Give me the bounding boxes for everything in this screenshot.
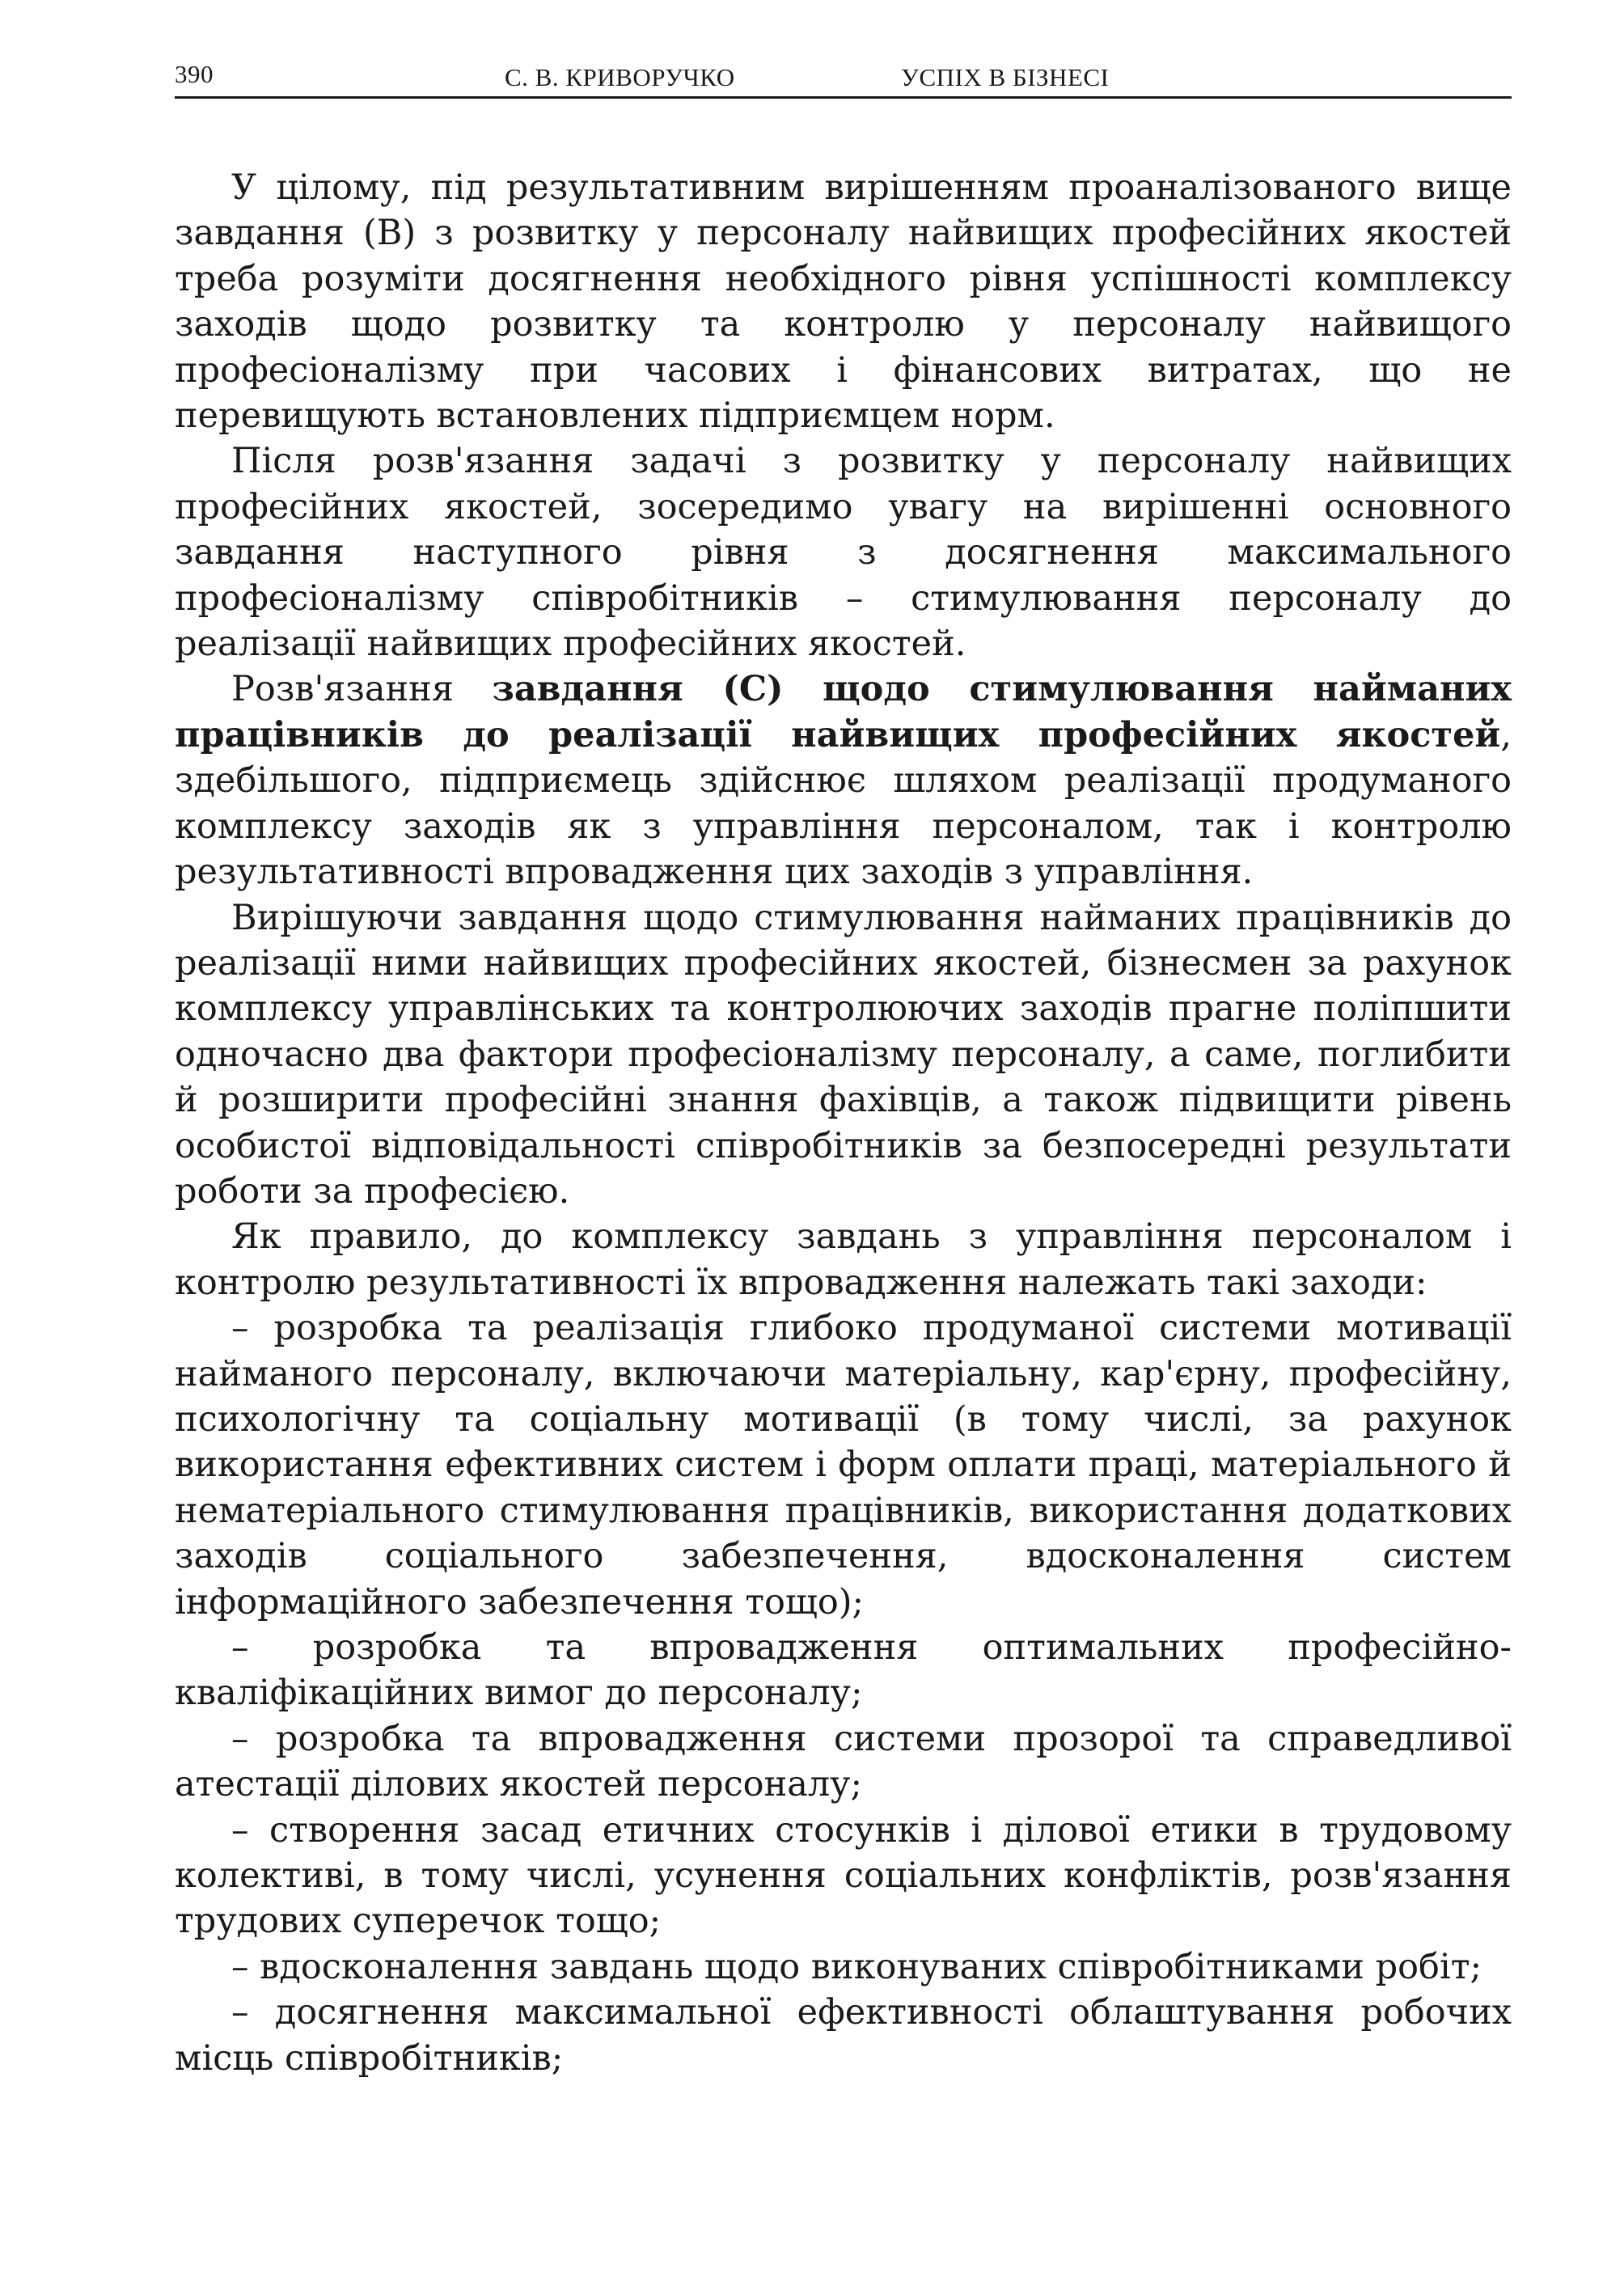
- list-item: – розробка та впровадження оптимальних професійно-кваліфікаційних вимог до персоналу;: [175, 1627, 1512, 1714]
- paragraph-lead: Розв'язання: [231, 669, 493, 710]
- header-rule: [175, 96, 1512, 99]
- paragraph: Як правило, до комплексу завдань з управління персоналом і контролю результативності їх впровадження належать такі заходи:: [175, 1216, 1512, 1303]
- book-title: УСПІХ В БІЗНЕСІ: [901, 63, 1110, 91]
- page-number: 390: [175, 60, 214, 88]
- paragraph-rest: , здебільшого, підприємець здійснює шляхом реалізації продуманого комплексу заходів як з управління персоналом, так і контролю результативності впровадження цих заходів з управління.: [175, 714, 1512, 893]
- list-item: – розробка та реалізація глибоко продуманої системи мотивації найманого персоналу, включаючи матеріальну, кар'єрну, професійну, психологічну та соціальну мотивації (в тому числі, за рахунок використання ефективних систем і форм оплати праці, матеріального й нематеріального стимулювання працівників, використання додаткових заходів соціального забезпечення, вдосконалення систем інформаційного забезпечення тощо);: [175, 1308, 1512, 1622]
- list-item: – розробка та впровадження системи прозорої та справедливої атестації ділових якостей персоналу;: [175, 1718, 1512, 1805]
- list-item: – досягнення максимальної ефективності облаштування робочих місць співробітників;: [175, 1992, 1512, 2079]
- paragraph: У цілому, під результативним вирішенням проаналізованого вище завдання (В) з розвитку у персоналу найвищих професійних якостей треба розуміти досягнення необхідного рівня успішності комплексу заходів щодо розвитку та контролю у персоналу найвищого професіоналізму при часових і фінансових витратах, що не перевищують встановлених підприємцем норм.: [175, 167, 1512, 437]
- author-name: С. В. КРИВОРУЧКО: [505, 63, 735, 91]
- paragraph-bold-term: завдання (С) щодо стимулювання найманих працівників до реалізації найвищих професійних якостей: [175, 669, 1512, 755]
- paragraph: Після розв'язання задачі з розвитку у персоналу найвищих професійних якостей, зосередимо увагу на вирішенні основного завдання наступного рівня з досягнення максимального професіоналізму співробітників – стимулювання персоналу до реалізації найвищих професійних якостей.: [175, 441, 1512, 665]
- list-item: – створення засад етичних стосунків і ділової етики в трудовому колективі, в тому числі, усунення соціальних конфліктів, розв'язання трудових суперечок тощо;: [175, 1809, 1512, 1942]
- paragraph: Вирішуючи завдання щодо стимулювання найманих працівників до реалізації ними найвищих професійних якостей, бізнесмен за рахунок комплексу управлінських та контролюючих заходів прагне поліпшити одночасно два фактори професіоналізму персоналу, а саме, поглибити й розширити професійні знання фахівців, а також підвищити рівень особистої відповідальності співробітників за безпосередні результати роботи за професією.: [175, 897, 1512, 1212]
- list-item: – вдосконалення завдань щодо виконуваних співробітниками робіт;: [231, 1946, 1482, 1987]
- body-text: [175, 165, 1512, 2081]
- running-head: [175, 57, 1512, 99]
- paragraph: [175, 666, 1512, 895]
